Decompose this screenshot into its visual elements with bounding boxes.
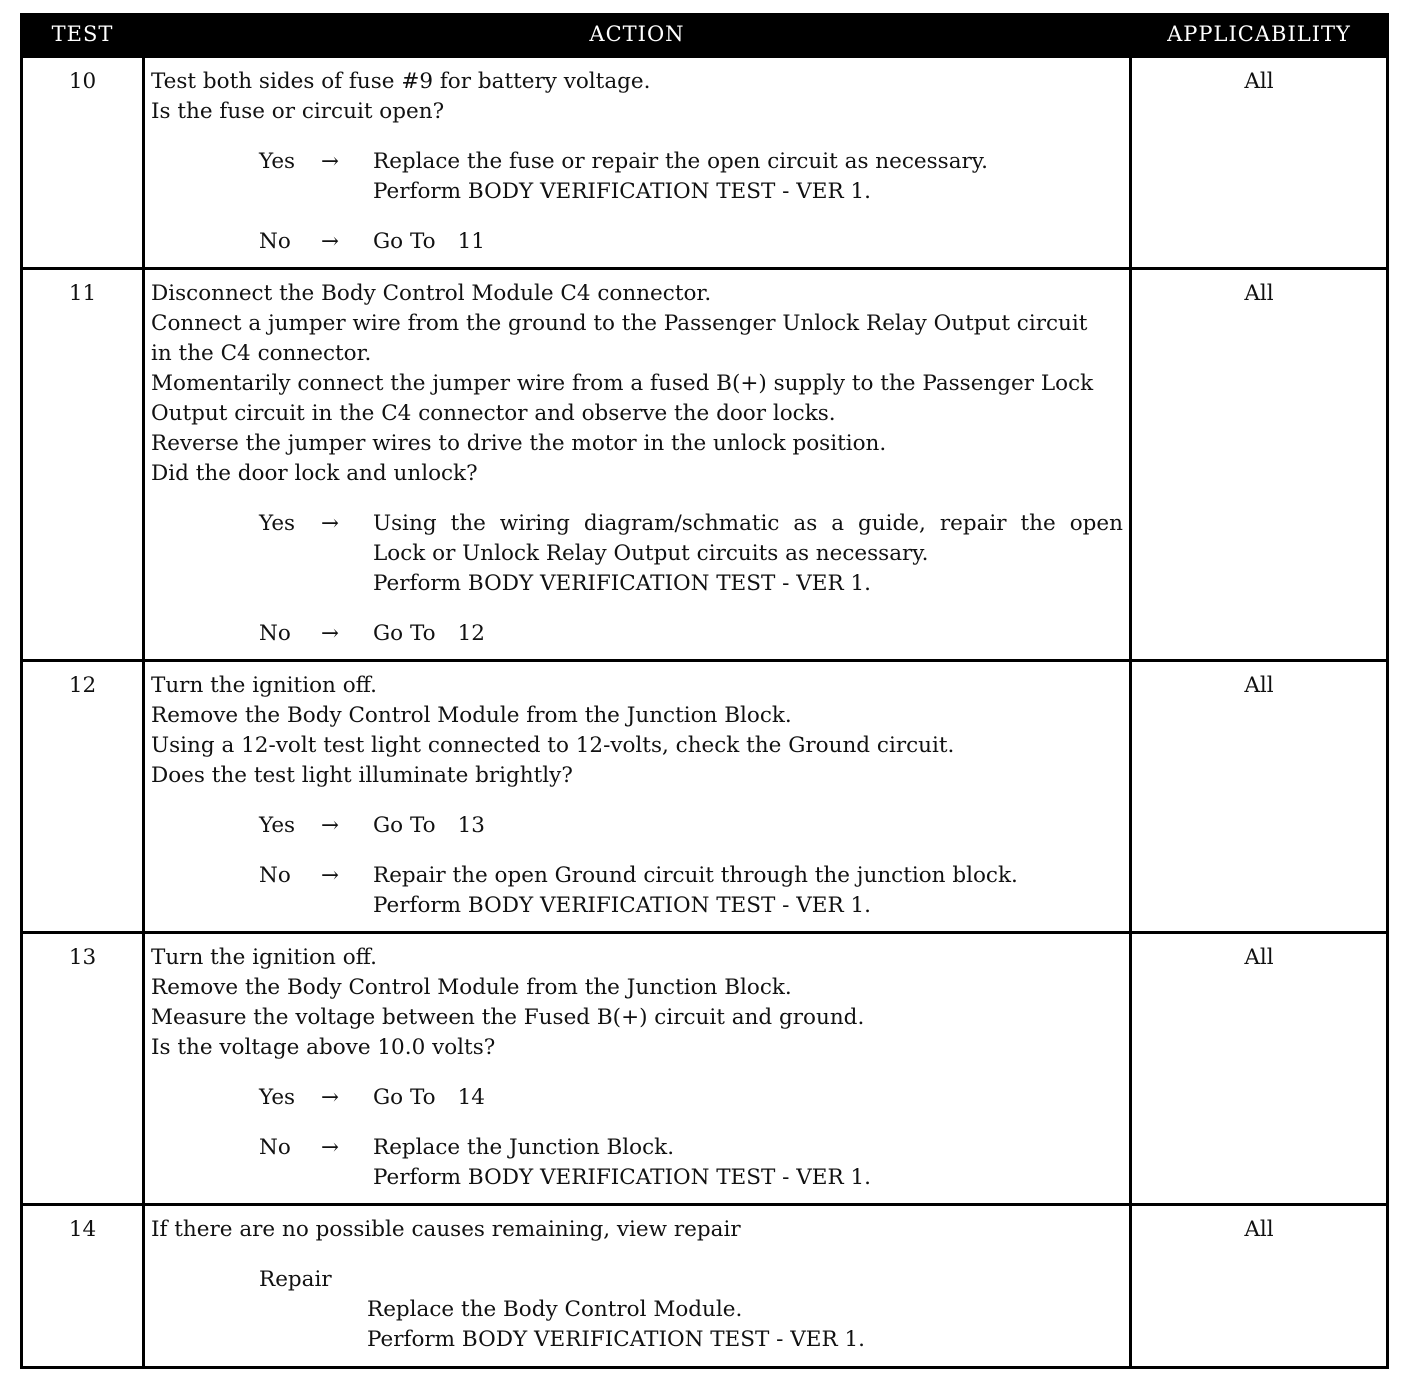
no-result — [373, 861, 1123, 921]
table-body — [22, 57, 1388, 1368]
test-number: 12 — [22, 661, 144, 933]
action-cell — [144, 661, 1131, 933]
no-outcome — [151, 1133, 1123, 1193]
no-outcome — [151, 227, 1123, 257]
goto-test-number[interactable]: 12 — [457, 621, 485, 646]
table-row — [22, 57, 1388, 269]
no-result — [373, 227, 1123, 257]
result-line: Perform BODY VERIFICATION TEST - VER 1. — [373, 893, 872, 918]
no-label: No — [259, 621, 291, 646]
goto-test-number[interactable]: 13 — [457, 813, 485, 838]
yes-outcome — [151, 509, 1123, 599]
right-arrow-icon: → — [321, 149, 340, 174]
right-arrow-icon: → — [321, 1085, 340, 1110]
applicability-value: All — [1131, 1205, 1388, 1368]
test-number: 13 — [22, 933, 144, 1205]
no-label: No — [259, 1135, 291, 1160]
goto-test-number[interactable]: 11 — [457, 229, 485, 254]
test-number: 10 — [22, 57, 144, 269]
right-arrow-icon: → — [321, 813, 340, 838]
table-header-row — [22, 13, 1388, 57]
action-cell — [144, 57, 1131, 269]
diagnostic-test-document — [20, 13, 1386, 1369]
header-applicability: APPLICABILITY — [1131, 13, 1388, 57]
yes-outcome — [151, 811, 1123, 841]
action-line: Test both sides of fuse #9 for battery voltage. — [151, 69, 651, 94]
yes-label: Yes — [259, 511, 296, 536]
goto-link[interactable]: Go To — [373, 621, 436, 646]
yes-label: Yes — [259, 149, 296, 174]
goto-link[interactable]: Go To — [373, 813, 436, 838]
test-number: 14 — [22, 1205, 144, 1368]
result-line: Replace the Junction Block. — [373, 1135, 675, 1160]
goto-link[interactable]: Go To — [373, 229, 436, 254]
yes-result — [373, 811, 1123, 841]
repair-line: Replace the Body Control Module. — [367, 1297, 743, 1322]
action-line: Disconnect the Body Control Module C4 connector. — [151, 281, 712, 306]
header-test: TEST — [22, 13, 144, 57]
test-number: 11 — [22, 269, 144, 661]
action-line: Turn the ignition off. — [151, 673, 377, 698]
action-line: Using a 12-volt test light connected to 12-volts, check the Ground circuit. — [151, 733, 955, 758]
no-label: No — [259, 229, 291, 254]
action-cell — [144, 269, 1131, 661]
yes-outcome — [151, 1083, 1123, 1113]
action-line: If there are no possible causes remaining, view repair — [151, 1217, 741, 1242]
yes-label: Yes — [259, 1085, 296, 1110]
goto-test-number[interactable]: 14 — [457, 1085, 485, 1110]
action-line: Connect a jumper wire from the ground to the Passenger Unlock Relay Output circuit — [151, 311, 1088, 336]
action-line: Did the door lock and unlock? — [151, 461, 478, 486]
yes-label: Yes — [259, 813, 296, 838]
repair-line: Perform BODY VERIFICATION TEST - VER 1. — [367, 1327, 866, 1352]
table-row — [22, 269, 1388, 661]
no-label: No — [259, 863, 291, 888]
yes-result — [373, 509, 1123, 599]
result-line: Perform BODY VERIFICATION TEST - VER 1. — [373, 179, 872, 204]
result-line: Replace the fuse or repair the open circuit as necessary. — [373, 149, 988, 174]
action-cell — [144, 933, 1131, 1205]
table-row — [22, 661, 1388, 933]
no-result — [373, 1133, 1123, 1193]
goto-link[interactable]: Go To — [373, 1085, 436, 1110]
no-result — [373, 619, 1123, 649]
applicability-value: All — [1131, 661, 1388, 933]
yes-outcome — [151, 147, 1123, 207]
result-line: Repair the open Ground circuit through the junction block. — [373, 863, 1018, 888]
diagnostic-table — [20, 13, 1389, 1369]
right-arrow-icon: → — [321, 621, 340, 646]
right-arrow-icon: → — [321, 1135, 340, 1160]
action-line: in the C4 connector. — [151, 341, 372, 366]
applicability-value: All — [1131, 57, 1388, 269]
action-line: Turn the ignition off. — [151, 945, 377, 970]
repair-label: Repair — [259, 1267, 332, 1292]
applicability-value: All — [1131, 269, 1388, 661]
action-line: Does the test light illuminate brightly? — [151, 763, 573, 788]
right-arrow-icon: → — [321, 511, 340, 536]
right-arrow-icon: → — [321, 229, 340, 254]
yes-result — [373, 147, 1123, 207]
result-line: Using the wiring diagram/schmatic as a guide, repair the open — [373, 511, 1123, 536]
table-row — [22, 933, 1388, 1205]
result-line: Lock or Unlock Relay Output circuits as necessary. — [373, 541, 929, 566]
action-line: Momentarily connect the jumper wire from a fused B(+) supply to the Passenger Lock — [151, 371, 1094, 396]
action-line: Reverse the jumper wires to drive the motor in the unlock position. — [151, 431, 887, 456]
action-cell — [144, 1205, 1131, 1368]
result-line: Perform BODY VERIFICATION TEST - VER 1. — [373, 1165, 872, 1190]
result-line: Perform BODY VERIFICATION TEST - VER 1. — [373, 571, 872, 596]
no-outcome — [151, 861, 1123, 921]
action-line: Remove the Body Control Module from the Junction Block. — [151, 703, 792, 728]
yes-result — [373, 1083, 1123, 1113]
action-line: Remove the Body Control Module from the Junction Block. — [151, 975, 792, 1000]
action-line: Is the voltage above 10.0 volts? — [151, 1035, 496, 1060]
action-line: Is the fuse or circuit open? — [151, 99, 445, 124]
header-action: ACTION — [144, 13, 1131, 57]
no-outcome — [151, 619, 1123, 649]
action-line: Output circuit in the C4 connector and observe the door locks. — [151, 401, 836, 426]
table-row — [22, 1205, 1388, 1368]
applicability-value: All — [1131, 933, 1388, 1205]
action-line: Measure the voltage between the Fused B(+) circuit and ground. — [151, 1005, 865, 1030]
right-arrow-icon: → — [321, 863, 340, 888]
